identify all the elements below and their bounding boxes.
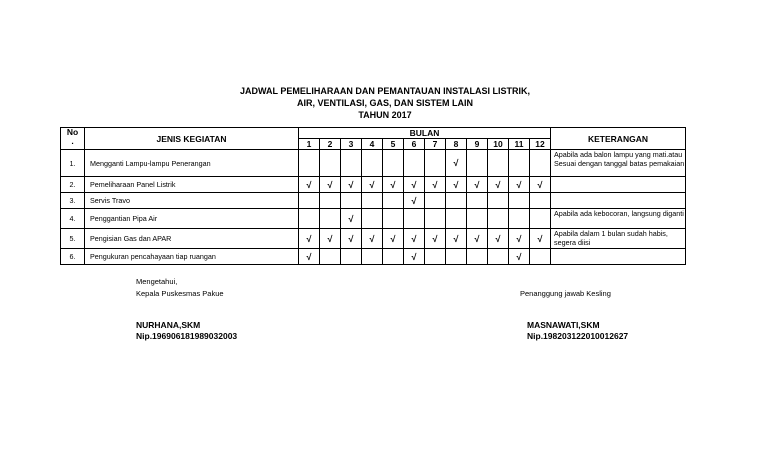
- signature-right-line1: Penanggung jawab Kesling: [520, 289, 611, 298]
- empty-month-cell: [509, 150, 530, 177]
- row-number: 5.: [61, 229, 85, 249]
- month-header: 3: [341, 139, 362, 150]
- row-number: 2.: [61, 177, 85, 193]
- empty-month-cell: [299, 193, 320, 209]
- empty-month-cell: [425, 193, 446, 209]
- check-mark: √: [488, 177, 509, 193]
- month-header: 4: [362, 139, 383, 150]
- signature-right-name: MASNAWATI,SKM: [527, 320, 600, 330]
- check-mark: √: [530, 229, 551, 249]
- check-mark: √: [404, 193, 425, 209]
- check-mark: √: [299, 249, 320, 265]
- empty-month-cell: [320, 150, 341, 177]
- header-bulan: BULAN: [299, 128, 551, 139]
- month-header: 7: [425, 139, 446, 150]
- empty-month-cell: [530, 209, 551, 229]
- empty-month-cell: [488, 193, 509, 209]
- schedule-table: [60, 127, 686, 265]
- activity-name: Pengisian Gas dan APAR: [85, 229, 299, 249]
- empty-month-cell: [488, 209, 509, 229]
- empty-month-cell: [383, 150, 404, 177]
- check-mark: √: [383, 177, 404, 193]
- empty-month-cell: [446, 209, 467, 229]
- check-mark: √: [530, 177, 551, 193]
- title-line-1: JADWAL PEMELIHARAAN DAN PEMANTAUAN INSTALASI LISTRIK,: [240, 86, 530, 96]
- month-header: 1: [299, 139, 320, 150]
- empty-month-cell: [299, 209, 320, 229]
- document-title: [200, 85, 570, 121]
- month-header: 6: [404, 139, 425, 150]
- empty-month-cell: [425, 150, 446, 177]
- activity-name: Penggantian Pipa Air: [85, 209, 299, 229]
- month-header: 12: [530, 139, 551, 150]
- check-mark: √: [467, 177, 488, 193]
- keterangan-note: [551, 249, 686, 265]
- header-keterangan: KETERANGAN: [551, 128, 686, 150]
- check-mark: √: [488, 229, 509, 249]
- empty-month-cell: [362, 150, 383, 177]
- check-mark: √: [320, 177, 341, 193]
- check-mark: √: [362, 177, 383, 193]
- empty-month-cell: [383, 193, 404, 209]
- empty-month-cell: [446, 249, 467, 265]
- empty-month-cell: [341, 150, 362, 177]
- activity-name: Pemeliharaan Panel Listrik: [85, 177, 299, 193]
- row-number: 3.: [61, 193, 85, 209]
- empty-month-cell: [383, 209, 404, 229]
- check-mark: √: [383, 229, 404, 249]
- empty-month-cell: [299, 150, 320, 177]
- empty-month-cell: [362, 193, 383, 209]
- activity-name: Servis Travo: [85, 193, 299, 209]
- activity-name: Pengukuran pencahayaan tiap ruangan: [85, 249, 299, 265]
- signature-left-name: NURHANA,SKM: [136, 320, 201, 330]
- empty-month-cell: [446, 193, 467, 209]
- table-row: [61, 229, 686, 249]
- month-header: 2: [320, 139, 341, 150]
- empty-month-cell: [341, 249, 362, 265]
- empty-month-cell: [530, 193, 551, 209]
- title-line-2: AIR, VENTILASI, GAS, DAN SISTEM LAIN: [296, 98, 473, 108]
- check-mark: √: [446, 150, 467, 177]
- empty-month-cell: [383, 249, 404, 265]
- check-mark: √: [446, 177, 467, 193]
- keterangan-note: [551, 177, 686, 193]
- check-mark: √: [404, 229, 425, 249]
- header-jenis-kegiatan: JENIS KEGIATAN: [85, 128, 299, 150]
- empty-month-cell: [320, 193, 341, 209]
- empty-month-cell: [530, 150, 551, 177]
- empty-month-cell: [467, 209, 488, 229]
- check-mark: √: [509, 229, 530, 249]
- activity-name: Mengganti Lampu-lampu Penerangan: [85, 150, 299, 177]
- empty-month-cell: [320, 249, 341, 265]
- empty-month-cell: [404, 209, 425, 229]
- signature-left-nip: Nip.196906181989032003: [136, 331, 238, 341]
- check-mark: √: [320, 229, 341, 249]
- empty-month-cell: [467, 193, 488, 209]
- check-mark: √: [467, 229, 488, 249]
- empty-month-cell: [467, 150, 488, 177]
- empty-month-cell: [488, 249, 509, 265]
- keterangan-note: Apabila ada kebocoran, langsung diganti: [551, 209, 686, 229]
- check-mark: √: [404, 177, 425, 193]
- check-mark: √: [341, 209, 362, 229]
- header-no: No .: [61, 128, 85, 150]
- keterangan-note: Apabila ada balon lampu yang mati.atau Sesuai dengan tanggal batas pemakaian: [551, 150, 686, 177]
- check-mark: √: [509, 249, 530, 265]
- empty-month-cell: [320, 209, 341, 229]
- check-mark: √: [362, 229, 383, 249]
- check-mark: √: [341, 177, 362, 193]
- check-mark: √: [341, 229, 362, 249]
- check-mark: √: [404, 249, 425, 265]
- month-header: 8: [446, 139, 467, 150]
- check-mark: √: [299, 229, 320, 249]
- empty-month-cell: [341, 193, 362, 209]
- check-mark: √: [299, 177, 320, 193]
- empty-month-cell: [467, 249, 488, 265]
- month-header: 9: [467, 139, 488, 150]
- check-mark: √: [446, 229, 467, 249]
- empty-month-cell: [362, 249, 383, 265]
- row-number: 4.: [61, 209, 85, 229]
- month-header: 5: [383, 139, 404, 150]
- check-mark: √: [425, 177, 446, 193]
- keterangan-note: Apabila dalam 1 bulan sudah habis, segera diisi: [551, 229, 686, 249]
- title-line-3: TAHUN 2017: [358, 110, 412, 120]
- empty-month-cell: [425, 209, 446, 229]
- row-number: 1.: [61, 150, 85, 177]
- empty-month-cell: [509, 193, 530, 209]
- signature-right-nip: Nip.198203122010012627: [527, 331, 629, 341]
- table-row: [61, 249, 686, 265]
- table-row: [61, 150, 686, 177]
- empty-month-cell: [509, 209, 530, 229]
- empty-month-cell: [488, 150, 509, 177]
- empty-month-cell: [425, 249, 446, 265]
- table-row: [61, 209, 686, 229]
- check-mark: √: [425, 229, 446, 249]
- empty-month-cell: [404, 150, 425, 177]
- empty-month-cell: [530, 249, 551, 265]
- signature-left-line1: Mengetahui,: [136, 277, 178, 286]
- check-mark: √: [509, 177, 530, 193]
- table-row: [61, 193, 686, 209]
- month-header: 10: [488, 139, 509, 150]
- table-row: [61, 177, 686, 193]
- signature-left-line2: Kepala Puskesmas Pakue: [136, 289, 224, 298]
- empty-month-cell: [362, 209, 383, 229]
- keterangan-note: [551, 193, 686, 209]
- month-header: 11: [509, 139, 530, 150]
- row-number: 6.: [61, 249, 85, 265]
